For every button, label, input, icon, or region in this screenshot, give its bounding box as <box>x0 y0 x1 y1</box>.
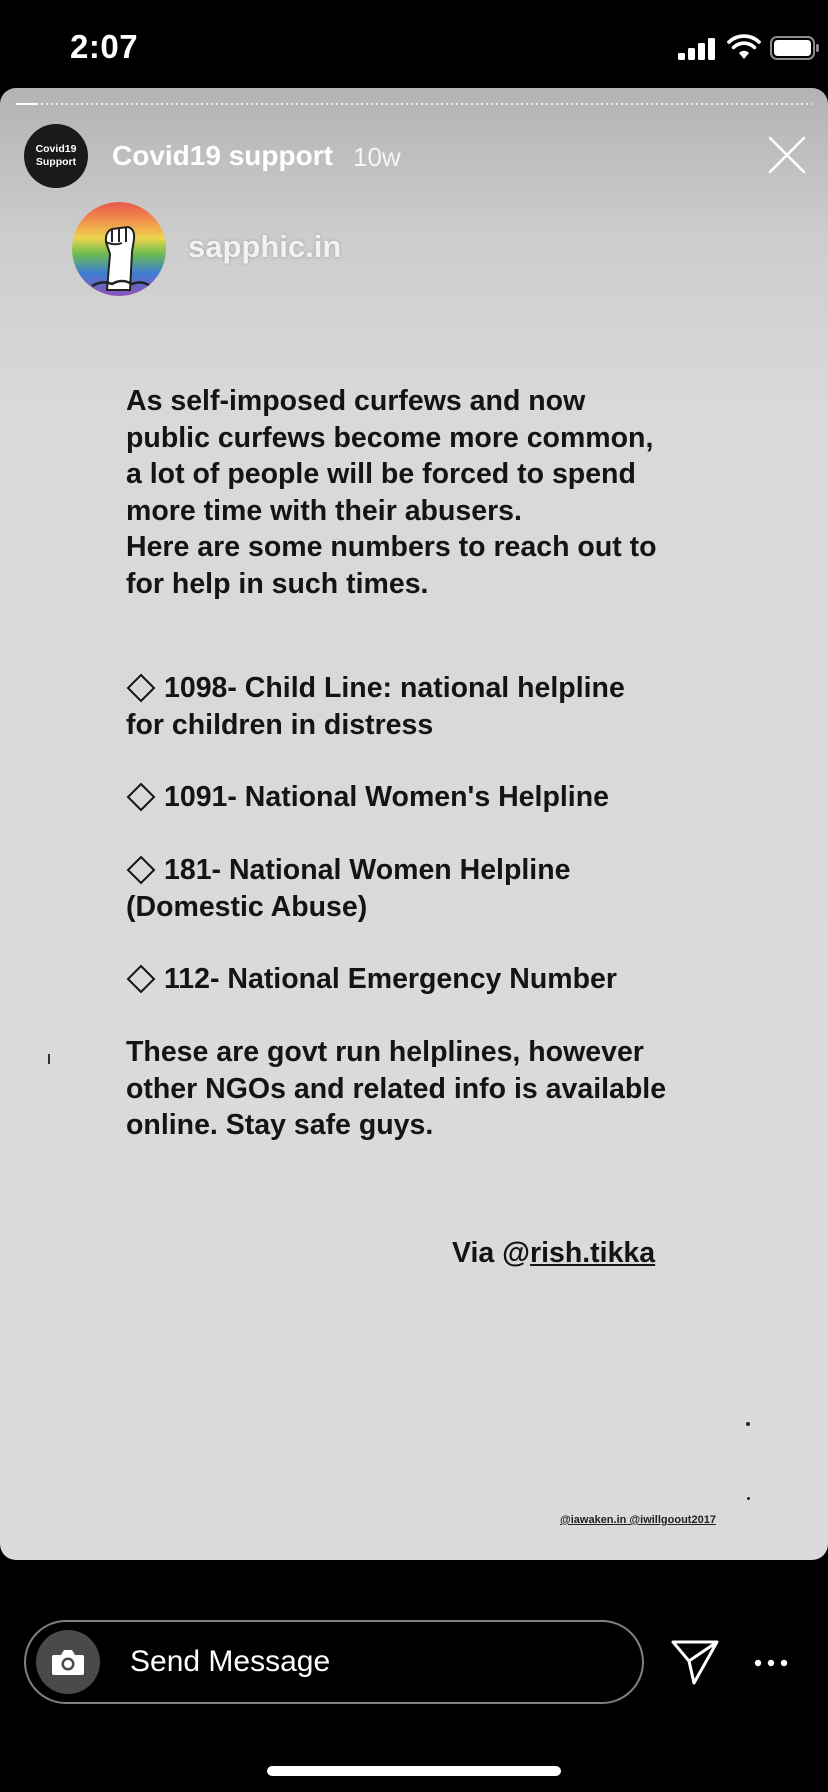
send-message-field[interactable] <box>24 1620 644 1704</box>
text-line: more time with their abusers. <box>126 494 522 527</box>
battery-icon <box>770 36 820 60</box>
story-progress-seen <box>16 103 38 105</box>
account-avatar-line: Covid19 <box>35 143 77 155</box>
text-line: Here are some numbers to reach out to <box>126 531 657 563</box>
diamond-icon <box>126 855 156 885</box>
cellular-signal-icon <box>678 38 716 60</box>
close-icon[interactable] <box>766 134 808 176</box>
image-credit: @iawaken.in @iwillgoout2017 <box>560 1514 716 1526</box>
helpline-item <box>126 852 726 925</box>
text-line: 1098- Child Line: national helpline <box>164 672 625 704</box>
camera-button[interactable] <box>36 1630 100 1694</box>
helpline-item <box>126 779 726 816</box>
diamond-icon <box>126 782 156 812</box>
text-line: for children in distress <box>126 708 434 741</box>
raised-fist-rainbow-icon <box>72 202 166 296</box>
status-icons <box>628 34 828 64</box>
camera-icon <box>51 1648 85 1676</box>
via-handle-link[interactable]: rish.tikka <box>529 1237 656 1269</box>
account-avatar[interactable] <box>24 124 88 188</box>
text-line: online. Stay safe guys. <box>126 1109 434 1141</box>
account-avatar-line: Support <box>35 156 77 168</box>
stray-dot <box>747 1497 750 1500</box>
text-line: (Domestic Abuse) <box>126 890 368 923</box>
more-options-icon[interactable] <box>754 1658 788 1668</box>
text-line: As self-imposed curfews and now <box>126 385 586 417</box>
text-line: a lot of people will be forced to spend <box>126 458 636 490</box>
story-viewer[interactable] <box>0 88 828 1560</box>
helpline-item <box>126 961 726 998</box>
text-line: 112- National Emergency Number <box>164 963 617 995</box>
text-line: 1091- National Women's Helpline <box>164 781 609 813</box>
text-line: for help in such times. <box>126 567 429 600</box>
diamond-icon <box>126 673 156 703</box>
helpline-item <box>126 670 726 743</box>
intro-paragraph <box>126 383 726 602</box>
closing-paragraph <box>126 1034 726 1144</box>
stray-dot <box>746 1422 750 1426</box>
text-line: 181- National Women Helpline <box>164 854 571 886</box>
via-prefix: Via @ <box>452 1237 530 1269</box>
account-name[interactable]: Covid19 support <box>112 140 333 171</box>
text-line: public curfews become more common, <box>126 421 654 454</box>
wifi-icon <box>727 34 761 60</box>
via-credit <box>452 1237 655 1270</box>
paper-plane-send-icon[interactable] <box>670 1638 720 1686</box>
status-bar <box>0 0 828 88</box>
post-age: 10w <box>353 142 401 172</box>
story-progress-bar <box>16 103 812 105</box>
status-time: 2:07 <box>70 28 139 65</box>
text-line: These are govt run helplines, however <box>126 1036 644 1068</box>
message-placeholder: Send Message <box>130 1645 331 1678</box>
home-indicator[interactable] <box>267 1766 561 1776</box>
text-line: other NGOs and related info is available <box>126 1072 667 1105</box>
diamond-icon <box>126 964 156 994</box>
source-account-name: sapphic.in <box>188 229 342 264</box>
stray-mark <box>48 1054 50 1064</box>
